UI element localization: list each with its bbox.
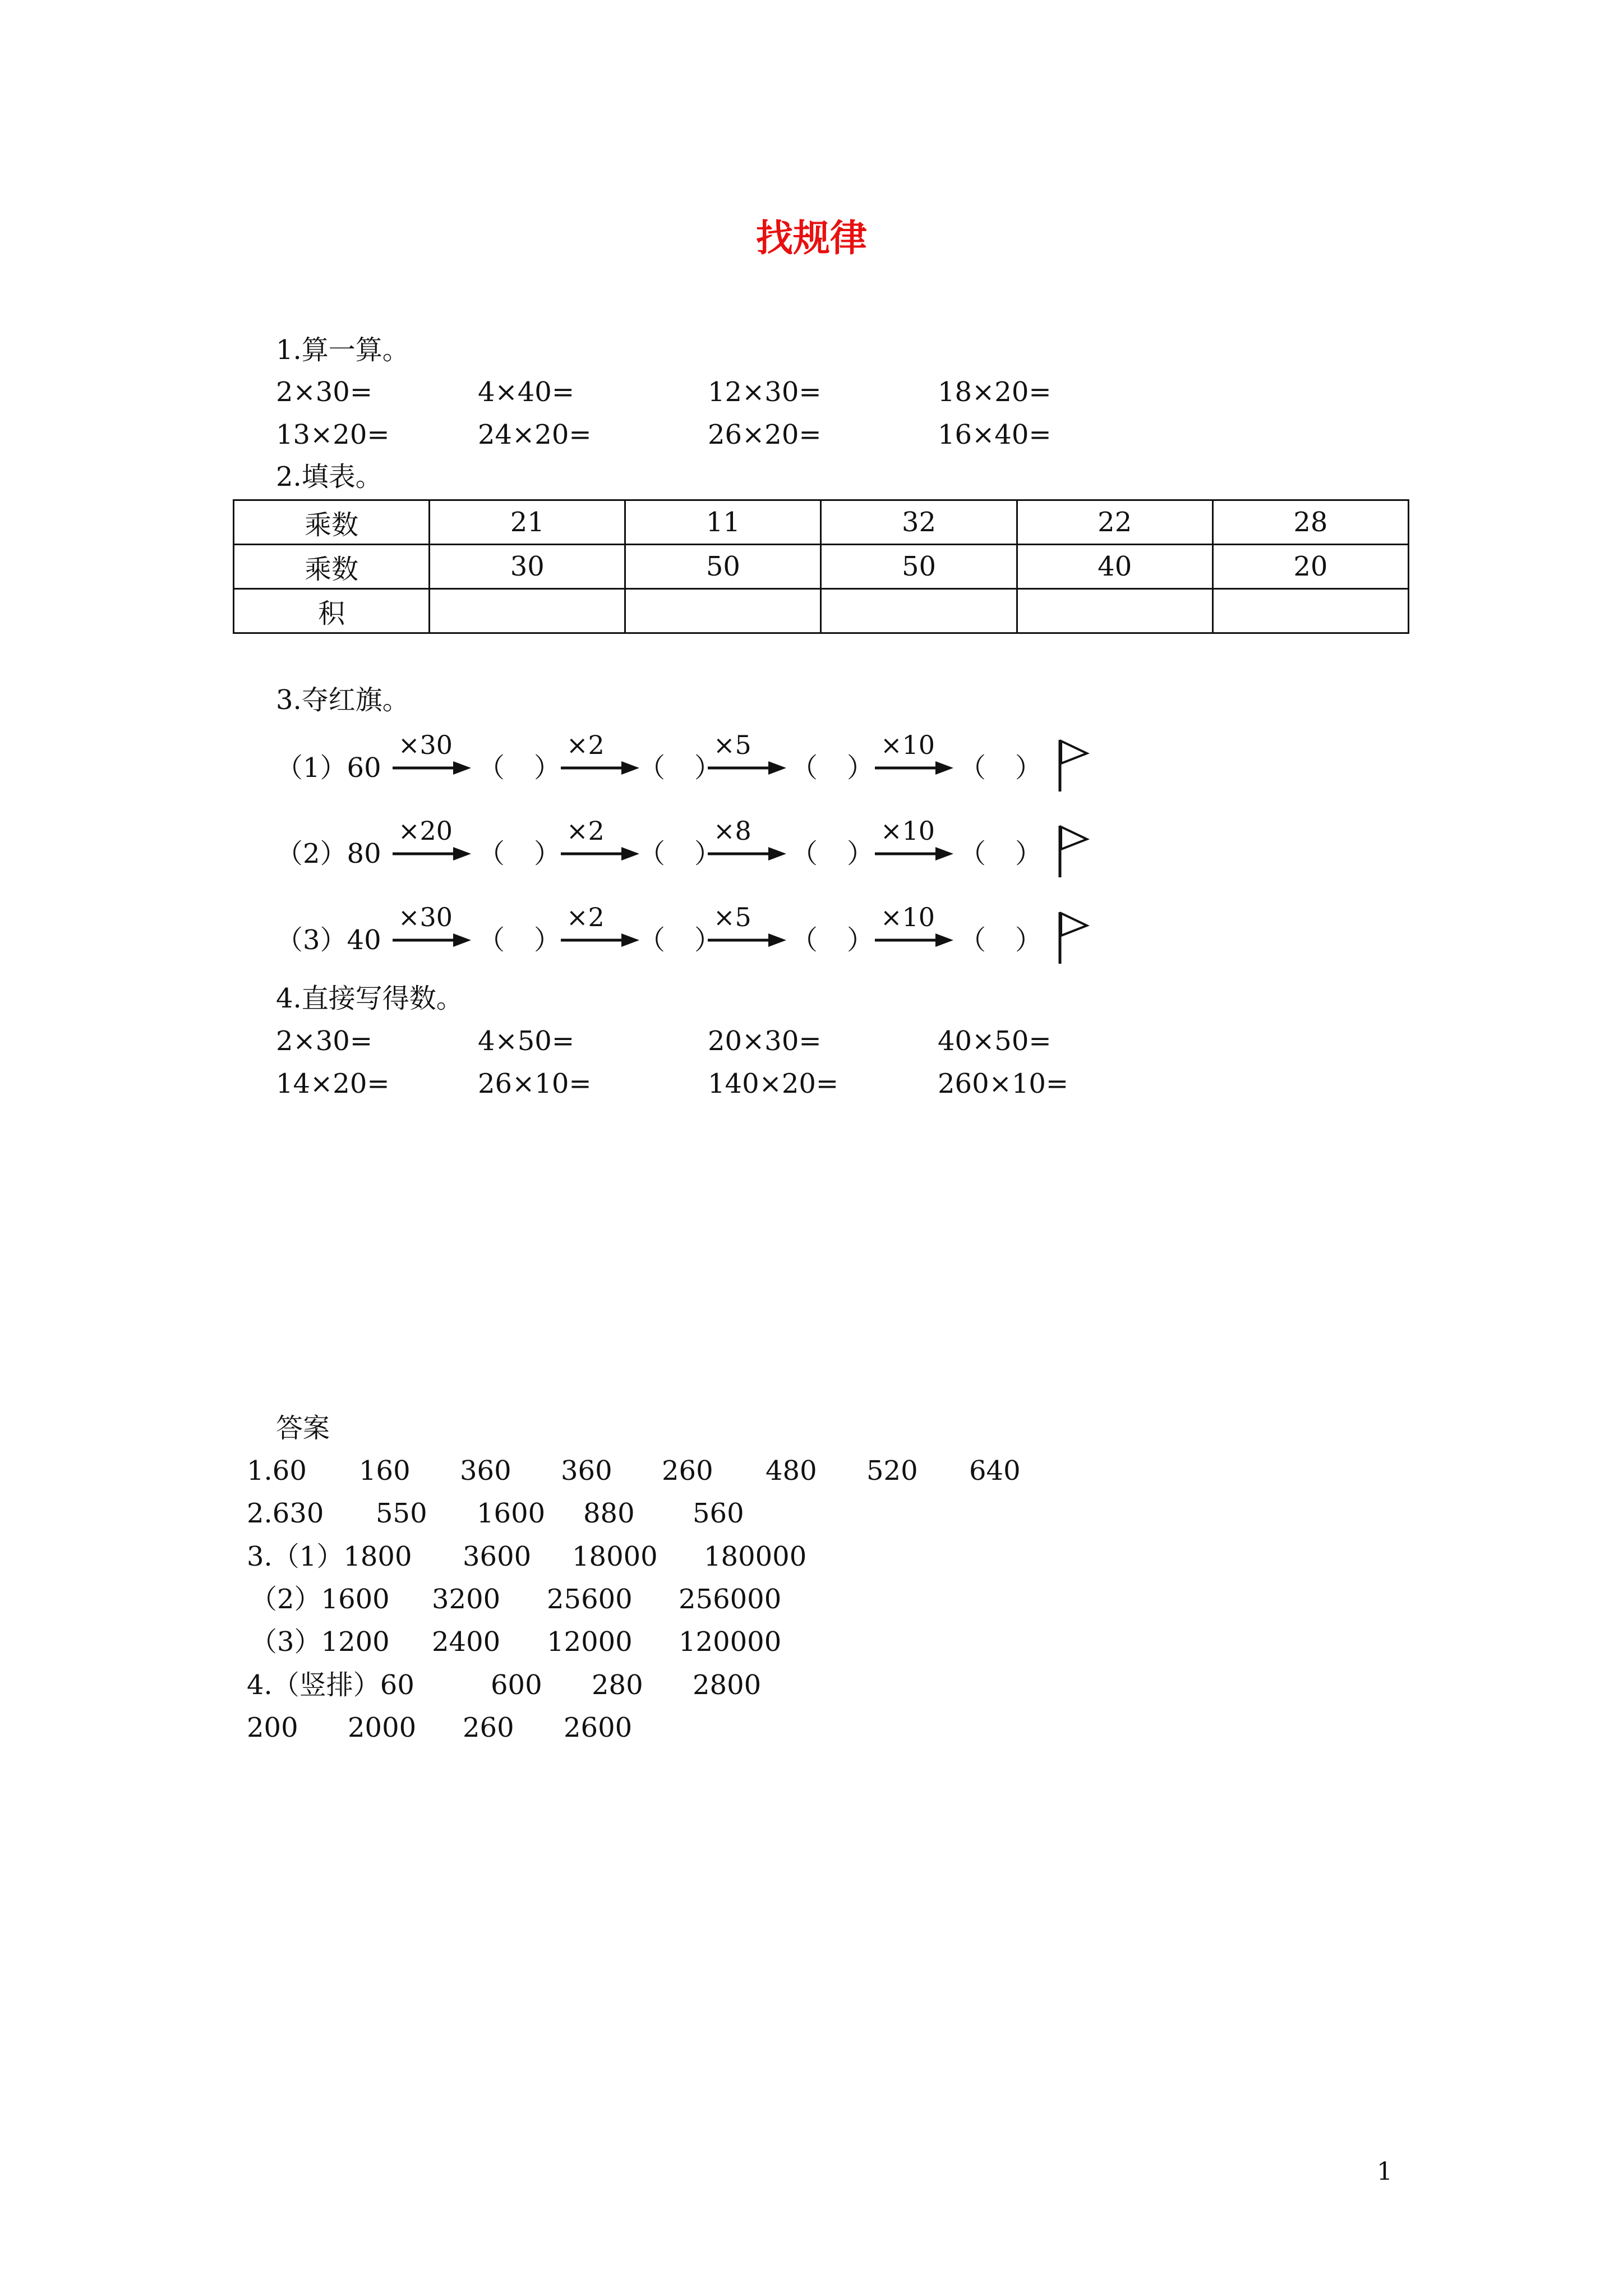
fill-table bbox=[233, 499, 1409, 634]
answer-value: 2400 bbox=[432, 1626, 501, 1658]
page-title: 找规律 bbox=[756, 217, 867, 260]
q1-item: 4×40= bbox=[478, 376, 575, 408]
answer-value: 550 bbox=[376, 1498, 427, 1529]
operator-label: ×20 bbox=[398, 816, 453, 846]
arrow-icon bbox=[875, 843, 953, 865]
q4-heading: 4.直接写得数。 bbox=[276, 983, 463, 1014]
answer-blank-open-paren: （ bbox=[959, 752, 986, 784]
q1-item: 26×20= bbox=[708, 419, 822, 450]
answer-value: 480 bbox=[766, 1455, 817, 1487]
answer-blank-close-paren: ） bbox=[534, 838, 561, 869]
table-cell: 22 bbox=[1017, 500, 1212, 545]
q4-item: 260×10= bbox=[938, 1068, 1069, 1099]
q2-heading: 2.填表。 bbox=[276, 461, 382, 493]
table-cell-blank bbox=[625, 589, 821, 633]
table-row bbox=[234, 500, 1409, 545]
table-cell-blank bbox=[430, 589, 625, 633]
table-cell-blank bbox=[1212, 589, 1408, 633]
table-cell: 11 bbox=[625, 500, 821, 545]
answer-blank-open-paren: （ bbox=[638, 752, 666, 784]
table-row bbox=[234, 589, 1409, 633]
answer-value: 180000 bbox=[704, 1541, 807, 1572]
q1-item: 13×20= bbox=[276, 419, 390, 450]
page-number: 1 bbox=[1377, 2157, 1393, 2186]
q4-item: 40×50= bbox=[938, 1025, 1052, 1057]
answer-value: 280 bbox=[592, 1669, 643, 1701]
q1-item: 12×30= bbox=[708, 376, 822, 408]
operator-label: ×5 bbox=[713, 902, 751, 932]
answer-value: 160 bbox=[359, 1455, 411, 1487]
arrow-icon bbox=[393, 929, 471, 951]
table-cell: 30 bbox=[430, 545, 625, 589]
operator-label: ×5 bbox=[713, 730, 751, 760]
table-cell: 32 bbox=[821, 500, 1017, 545]
answer-value: 520 bbox=[866, 1455, 918, 1487]
answer-value: 3600 bbox=[463, 1541, 532, 1572]
flag-icon bbox=[1054, 738, 1094, 796]
table-cell: 20 bbox=[1212, 545, 1408, 589]
answer-value: 640 bbox=[969, 1455, 1021, 1487]
operator-label: ×10 bbox=[880, 902, 935, 932]
answer-blank-open-paren: （ bbox=[959, 924, 986, 956]
operator-label: ×10 bbox=[880, 730, 935, 760]
answer-blank-close-paren: ） bbox=[1015, 838, 1043, 869]
answer-value: 3.（1）1800 bbox=[247, 1541, 412, 1572]
arrow-icon bbox=[875, 757, 953, 779]
answer-value: 260 bbox=[662, 1455, 713, 1487]
arrow-icon bbox=[561, 757, 639, 779]
answer-value: 260 bbox=[463, 1712, 514, 1743]
answer-value: 18000 bbox=[572, 1541, 658, 1572]
table-cell-blank bbox=[821, 589, 1017, 633]
answer-value: 4.（竖排）60 bbox=[247, 1669, 414, 1701]
table-row bbox=[234, 545, 1409, 589]
answer-value: 3200 bbox=[432, 1584, 501, 1615]
answer-blank-open-paren: （ bbox=[638, 924, 666, 956]
q4-item: 26×10= bbox=[478, 1068, 592, 1099]
answer-value: 25600 bbox=[547, 1584, 633, 1615]
answers-heading: 答案 bbox=[276, 1412, 330, 1444]
answer-blank-close-paren: ） bbox=[694, 752, 722, 784]
answer-blank-close-paren: ） bbox=[847, 752, 874, 784]
arrow-icon bbox=[561, 843, 639, 865]
answer-value: 1600 bbox=[477, 1498, 546, 1529]
table-row-label: 积 bbox=[234, 589, 430, 633]
arrow-icon bbox=[708, 843, 786, 865]
answer-blank-close-paren: ） bbox=[534, 752, 561, 784]
table-cell: 21 bbox=[430, 500, 625, 545]
q1-item: 18×20= bbox=[938, 376, 1052, 408]
answer-blank-open-paren: （ bbox=[478, 752, 505, 784]
table-cell: 40 bbox=[1017, 545, 1212, 589]
answer-blank-close-paren: ） bbox=[847, 924, 874, 956]
q1-item: 24×20= bbox=[478, 419, 592, 450]
answer-blank-close-paren: ） bbox=[1015, 752, 1043, 784]
operator-label: ×10 bbox=[880, 816, 935, 846]
table-row-label: 乘数 bbox=[234, 500, 430, 545]
answer-value: 120000 bbox=[679, 1626, 782, 1658]
q3-heading: 3.夺红旗。 bbox=[276, 684, 409, 716]
answer-value: 12000 bbox=[547, 1626, 633, 1658]
answer-blank-open-paren: （ bbox=[791, 752, 818, 784]
answer-blank-close-paren: ） bbox=[847, 838, 874, 869]
chain-start-value: （3）40 bbox=[276, 924, 381, 956]
chain-start-value: （2）80 bbox=[276, 838, 381, 869]
operator-label: ×2 bbox=[566, 730, 605, 760]
q1-heading: 1.算一算。 bbox=[276, 334, 409, 366]
table-row-label: 乘数 bbox=[234, 545, 430, 589]
operator-label: ×2 bbox=[566, 816, 605, 846]
flag-icon bbox=[1054, 910, 1094, 968]
arrow-icon bbox=[708, 929, 786, 951]
arrow-icon bbox=[393, 843, 471, 865]
answer-value: 200 bbox=[247, 1712, 298, 1743]
answer-value: 880 bbox=[583, 1498, 635, 1529]
flag-icon bbox=[1054, 823, 1094, 882]
answer-blank-open-paren: （ bbox=[478, 924, 505, 956]
answer-value: 600 bbox=[491, 1669, 542, 1701]
arrow-icon bbox=[561, 929, 639, 951]
arrow-icon bbox=[875, 929, 953, 951]
q1-item: 2×30= bbox=[276, 376, 373, 408]
answer-blank-open-paren: （ bbox=[478, 838, 505, 869]
arrow-icon bbox=[708, 757, 786, 779]
operator-label: ×30 bbox=[398, 730, 453, 760]
answer-blank-open-paren: （ bbox=[959, 838, 986, 869]
answer-blank-close-paren: ） bbox=[694, 924, 722, 956]
q4-item: 140×20= bbox=[708, 1068, 839, 1099]
q1-item: 16×40= bbox=[938, 419, 1052, 450]
answer-blank-close-paren: ） bbox=[694, 838, 722, 869]
q4-item: 14×20= bbox=[276, 1068, 390, 1099]
arrow-icon bbox=[393, 757, 471, 779]
answer-value: 2.630 bbox=[247, 1498, 324, 1529]
table-cell: 28 bbox=[1212, 500, 1408, 545]
table-cell: 50 bbox=[821, 545, 1017, 589]
answer-value: 2000 bbox=[348, 1712, 417, 1743]
answer-blank-open-paren: （ bbox=[791, 924, 818, 956]
table-cell-blank bbox=[1017, 589, 1212, 633]
answer-blank-open-paren: （ bbox=[791, 838, 818, 869]
q4-item: 4×50= bbox=[478, 1025, 575, 1057]
answer-value: 360 bbox=[460, 1455, 511, 1487]
answer-value: 360 bbox=[561, 1455, 612, 1487]
answer-value: 2600 bbox=[564, 1712, 633, 1743]
q4-item: 2×30= bbox=[276, 1025, 373, 1057]
operator-label: ×2 bbox=[566, 902, 605, 932]
answer-blank-close-paren: ） bbox=[1015, 924, 1043, 956]
operator-label: ×8 bbox=[713, 816, 751, 846]
answer-value: 256000 bbox=[679, 1584, 782, 1615]
answer-value: 1.60 bbox=[247, 1455, 307, 1487]
answer-blank-close-paren: ） bbox=[534, 924, 561, 956]
answer-value: （3）1200 bbox=[250, 1626, 390, 1658]
answer-value: 560 bbox=[693, 1498, 744, 1529]
answer-blank-open-paren: （ bbox=[638, 838, 666, 869]
answer-value: 2800 bbox=[693, 1669, 762, 1701]
operator-label: ×30 bbox=[398, 902, 453, 932]
chain-start-value: （1）60 bbox=[276, 752, 381, 784]
table-cell: 50 bbox=[625, 545, 821, 589]
answer-value: （2）1600 bbox=[250, 1584, 390, 1615]
q4-item: 20×30= bbox=[708, 1025, 822, 1057]
